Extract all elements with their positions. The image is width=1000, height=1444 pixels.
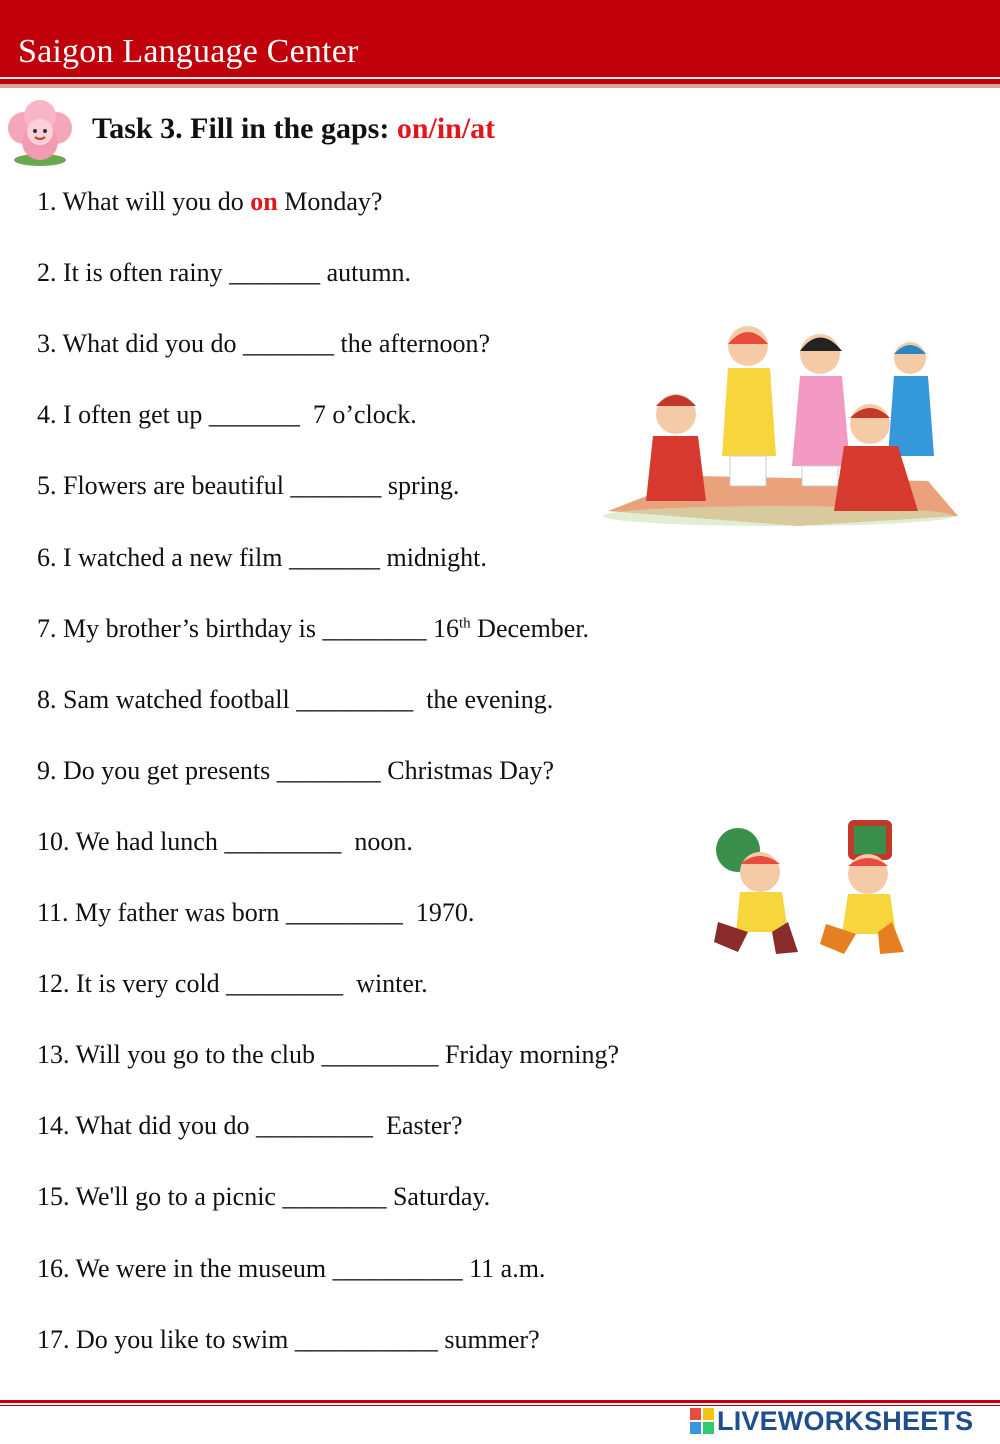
logo-text: LIVEWORKSHEETS [717,1405,974,1436]
question-4: 4. I often get up _______ 7 o’clock. [37,400,417,429]
flower-icon [2,98,78,170]
children-dancing-illustration [598,306,974,528]
header-divider [0,77,1000,79]
question-12: 12. It is very cold _________ winter. [37,969,428,998]
children-jumping-illustration [708,812,918,960]
example-answer: on [250,187,278,216]
header-shadow [0,84,1000,88]
question-11: 11. My father was born _________ 1970. [37,898,475,927]
question-7 [37,614,589,644]
liveworksheets-logo[interactable] [690,1405,973,1437]
task-title [92,112,495,146]
question-13: 13. Will you go to the club _________ Friday morning? [37,1040,619,1069]
question-16: 16. We were in the museum __________ 11 a.m. [37,1254,546,1283]
question-15: 15. We'll go to a picnic ________ Saturday. [37,1182,491,1211]
question-text-after: December. [470,614,590,643]
question-text-before: 7. My brother’s birthday is ________ 16 [37,614,459,643]
footer-divider [0,1400,1000,1403]
question-17: 17. Do you like to swim ___________ summer? [37,1325,540,1354]
liveworksheets-logo-icon [690,1408,714,1434]
question-8: 8. Sam watched football _________ the evening. [37,685,554,714]
question-6: 6. I watched a new film _______ midnight. [37,543,487,572]
question-text-after: Monday? [277,187,383,216]
center-name: Saigon Language Center [18,33,359,70]
question-14: 14. What did you do _________ Easter? [37,1111,463,1140]
question-3: 3. What did you do _______ the afternoon? [37,329,490,358]
ordinal-suffix: th [459,615,471,632]
question-text-before: 1. What will you do [37,187,251,216]
question-9: 9. Do you get presents ________ Christmas Day? [37,756,555,785]
header-banner [0,0,1000,84]
question-1 [37,187,382,217]
task-options: on/in/at [396,112,496,145]
question-2: 2. It is often rainy _______ autumn. [37,258,412,287]
question-5: 5. Flowers are beautiful _______ spring. [37,471,460,500]
question-10: 10. We had lunch _________ noon. [37,827,413,856]
task-label: Task 3. Fill in the gaps: [92,112,397,145]
